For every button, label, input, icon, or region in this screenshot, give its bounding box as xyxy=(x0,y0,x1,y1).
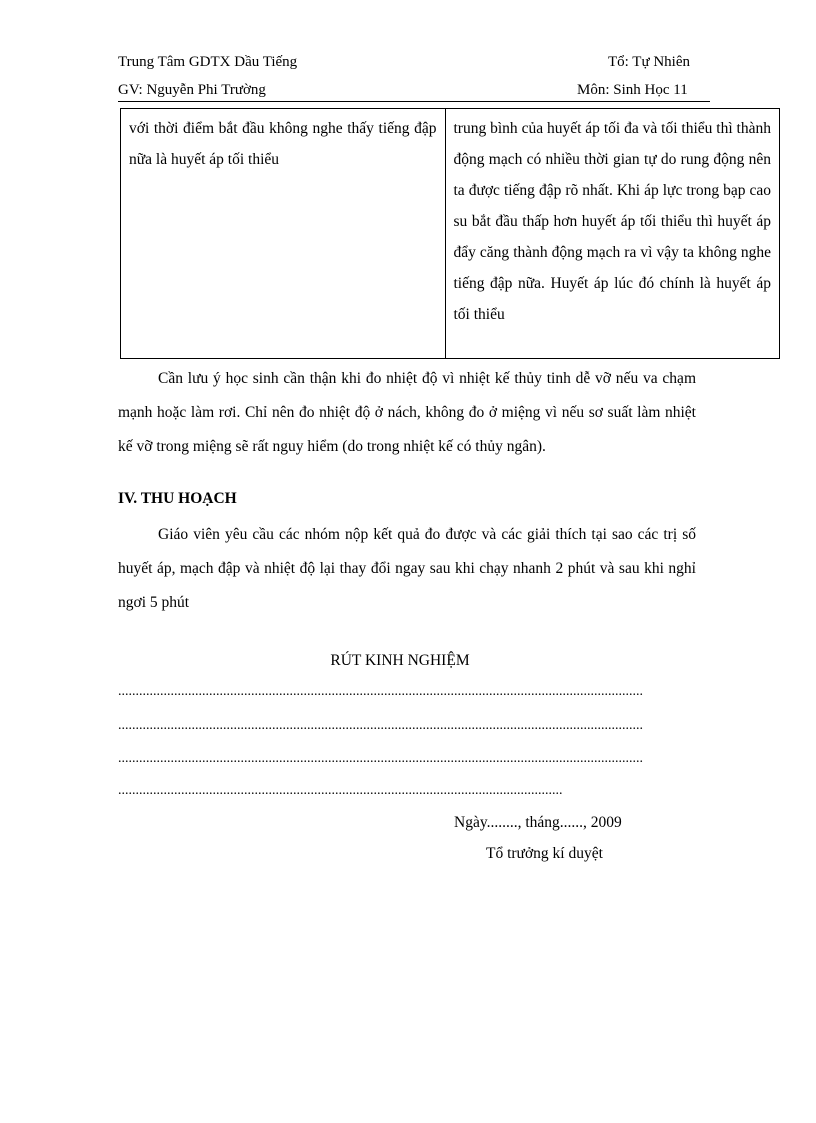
dot-line-3: ...................................................................................................................................................... xyxy=(118,751,643,766)
header-subject: Môn: Sinh Học 11 xyxy=(577,82,688,98)
header-school: Trung Tâm GDTX Dầu Tiếng xyxy=(118,54,298,70)
content-table xyxy=(120,108,780,359)
table-row xyxy=(121,109,780,359)
dot-line-2: ...................................................................................................................................................... xyxy=(118,718,643,733)
section-heading: IV. THU HOẠCH xyxy=(118,490,237,507)
dot-line-1: ...................................................................................................................................................... xyxy=(118,684,643,699)
table-cell-right: trung bình của huyết áp tối đa và tối thiểu thì thành động mạch có nhiều thời gian tự do rung động nên ta được tiếng đập rõ nhất. Khi áp lực trong bạp cao su bắt đầu thấp hơn huyết áp tối thiểu thì huyết áp đẩy căng thành động mạch ra vì vậy ta không nghe tiếng đập nữa. Huyết áp lúc đó chính là huyết áp tối thiểu xyxy=(445,109,780,359)
dot-line-4: ............................................................................................................................... xyxy=(118,783,563,798)
signature-label: Tổ trưởng kí duyệt xyxy=(486,845,603,862)
experience-title: RÚT KINH NGHIỆM xyxy=(330,652,470,669)
header-department: Tổ: Tự Nhiên xyxy=(608,54,691,70)
harvest-paragraph: Giáo viên yêu cầu các nhóm nộp kết quả đo được và các giải thích tại sao các trị số huyết áp, mạch đập và nhiệt độ lại thay đổi ngay sau khi chạy nhanh 2 phút và sau khi nghỉ ngơi 5 phút xyxy=(118,526,696,611)
date-line: Ngày........, tháng......, 2009 xyxy=(454,814,622,831)
header-rule xyxy=(118,101,710,102)
safety-paragraph: Cần lưu ý học sinh cần thận khi đo nhiệt độ vì nhiệt kế thủy tinh dễ vỡ nếu va chạm mạnh hoặc làm rơi. Chỉ nên đo nhiệt độ ở nách, không đo ở miệng vì nếu sơ suất làm nhiệt kế vỡ trong miệng sẽ rất nguy hiểm (do trong nhiệt kế có thủy ngân). xyxy=(118,370,696,455)
table-cell-left: với thời điểm bắt đầu không nghe thấy tiếng đập nữa là huyết áp tối thiểu xyxy=(121,109,446,359)
header-teacher: GV: Nguyễn Phi Trường xyxy=(118,82,266,98)
